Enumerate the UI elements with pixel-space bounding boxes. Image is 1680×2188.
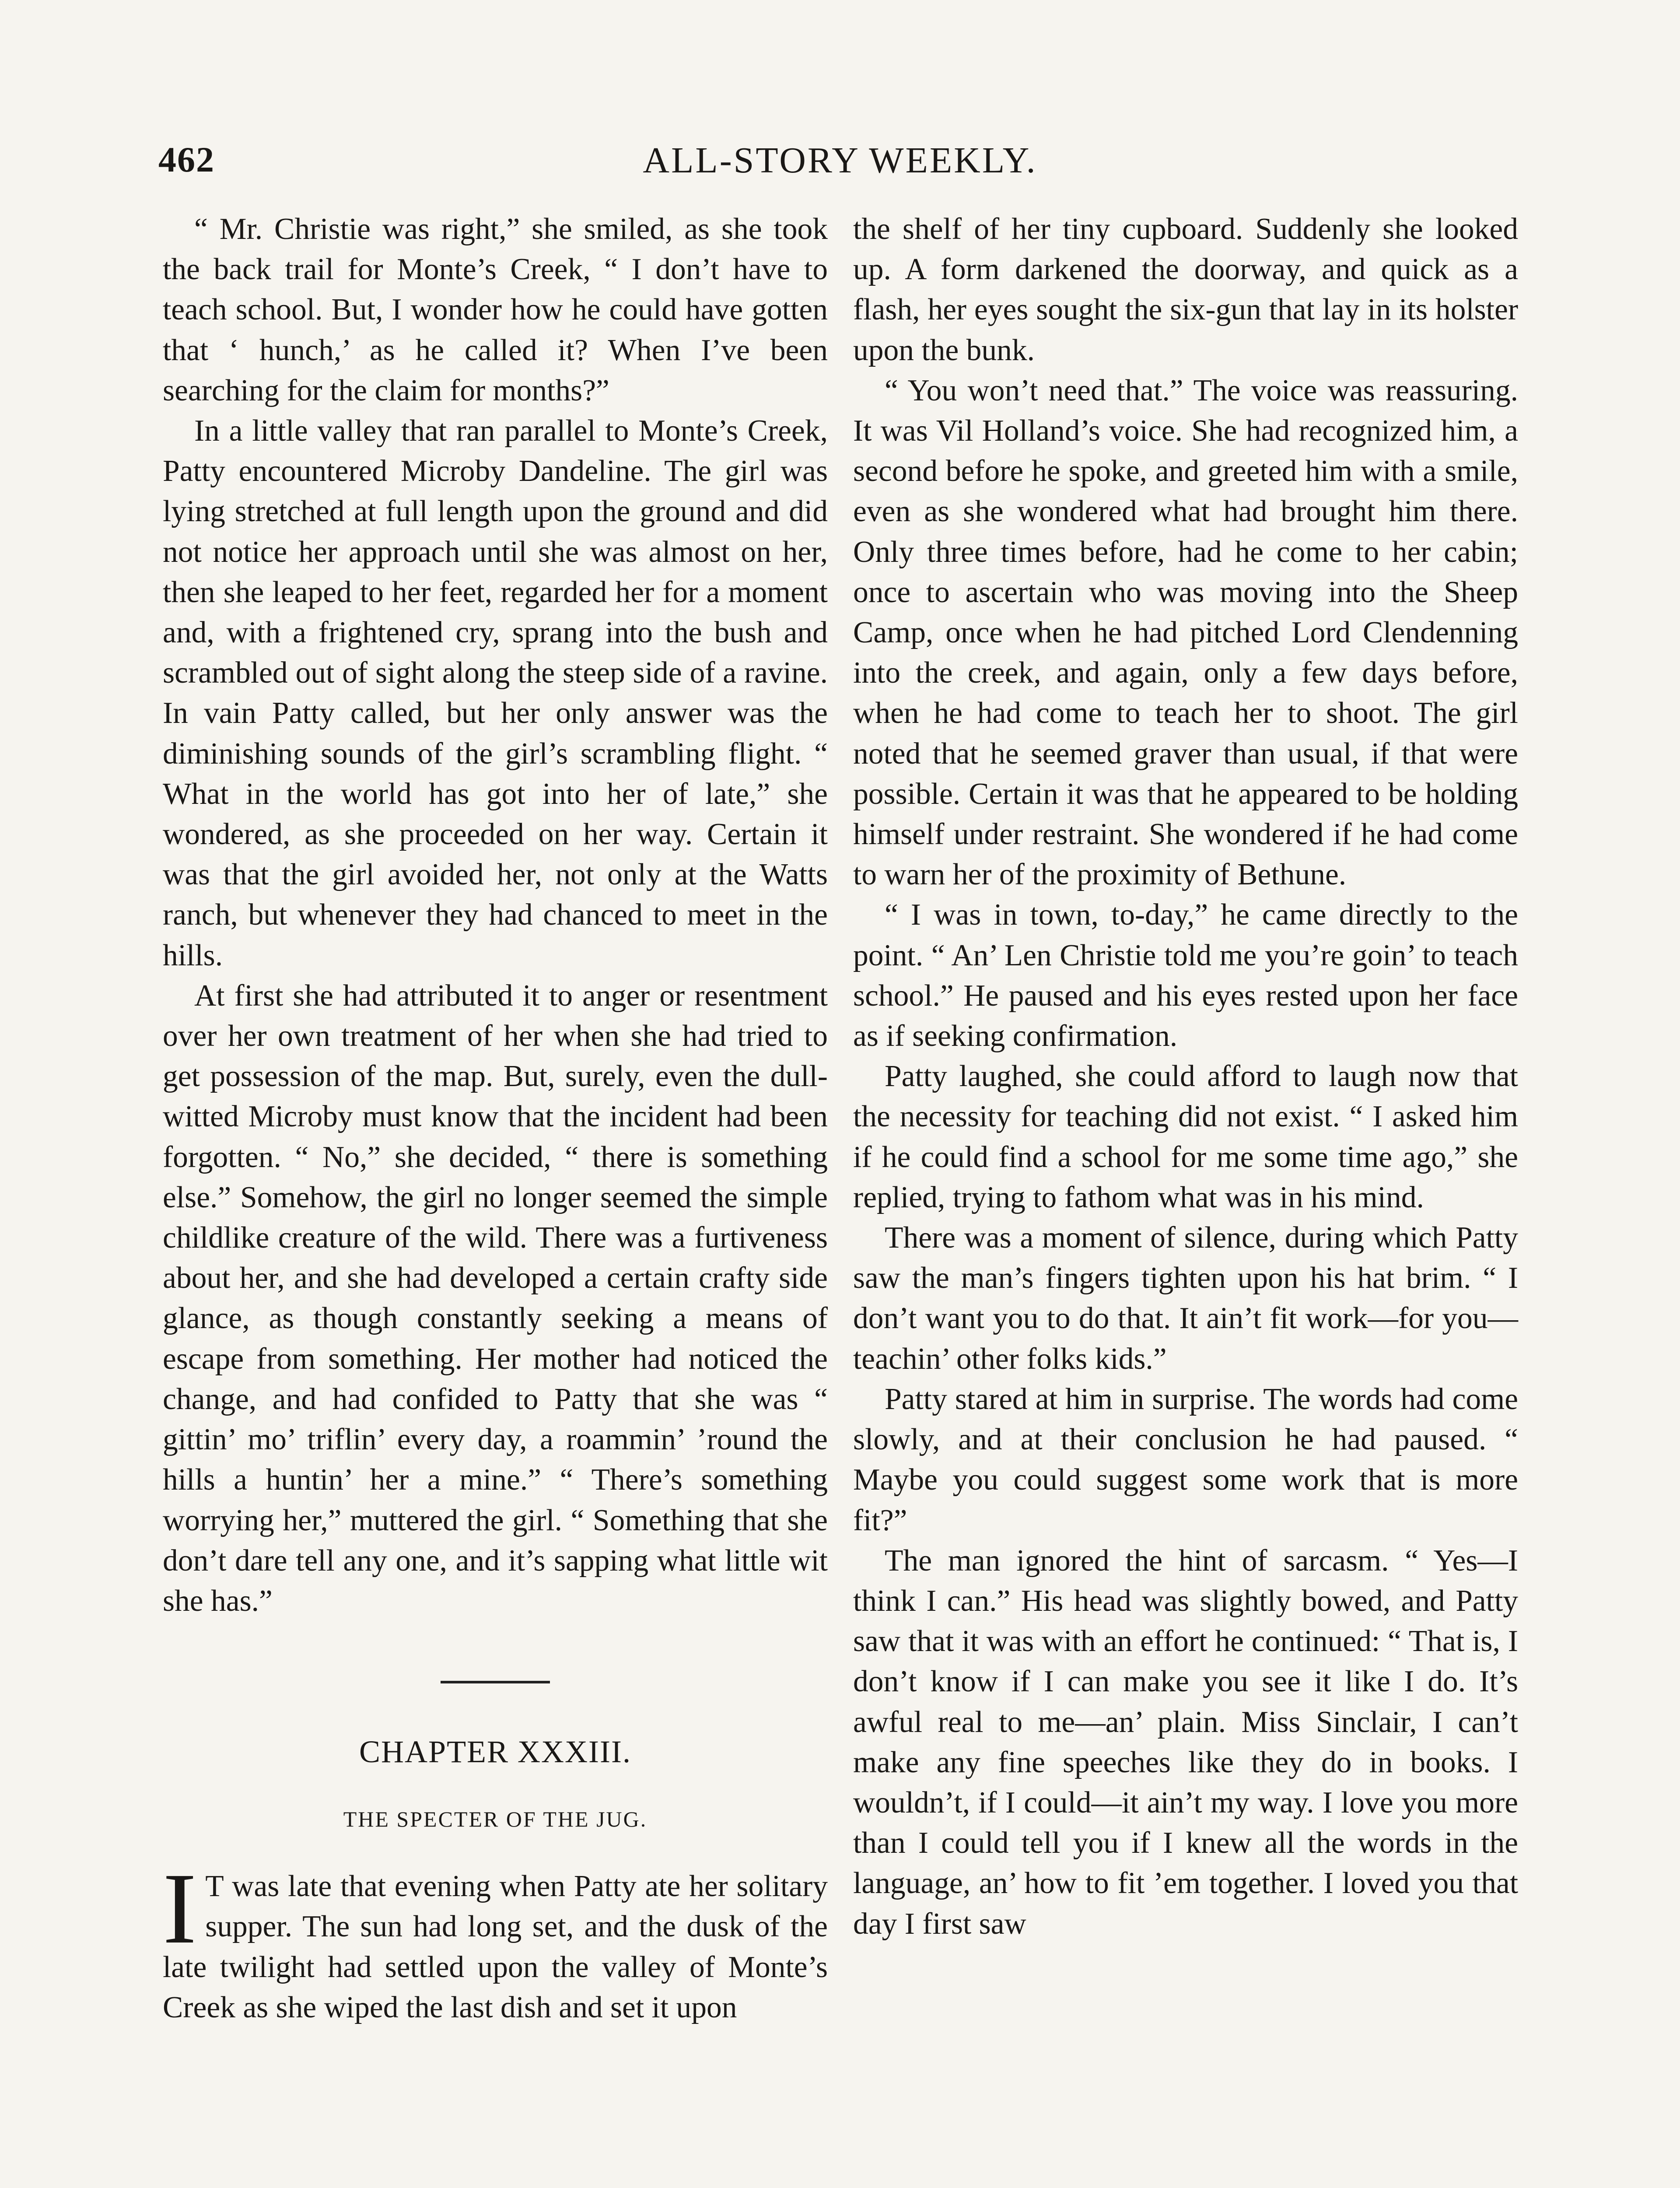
paragraph: In a little valley that ran parallel to Monte’s Creek, Patty encountered Microby Dandeline. The girl was lying stretched at full length upon the ground and did not notice her approach until she was almost on her, then she leaped to her feet, regarded her for a moment and, with a frightened cry, sprang into the bush and scrambled out of sight along the steep side of a ravine. In vain Patty called, but her only answer was the diminishing sounds of the girl’s scrambling flight. “ What in the world has got into her of late,” she wondered, as she proceeded on her way. Certain it was that the girl avoided her, not only at the Watts ranch, but whenever they had chanced to meet in the hills.: [163, 414, 828, 972]
left-column: [163, 209, 828, 2028]
paragraph: Patty laughed, she could afford to laugh now that the necessity for teaching did not exist. “ I asked him if he could find a school for me some time ago,” she replied, trying to fathom what was in his mind.: [853, 1059, 1518, 1214]
opening-text: T was late that evening when Patty ate her solitary supper. The sun had long set, and the dusk of the late twilight had settled upon the valley of Monte’s Creek as she wiped the last dish and set it upon: [163, 1869, 828, 2024]
running-title: ALL-STORY WEEKLY.: [643, 140, 1037, 181]
chapter-divider: [441, 1681, 550, 1683]
chapter-opening-paragraph: [163, 1852, 828, 2028]
paragraph: the shelf of her tiny cupboard. Suddenly she looked up. A form darkened the doorway, and quick as a flash, her eyes sought the six-gun that lay in its holster upon the bunk.: [853, 212, 1518, 367]
drop-cap: I: [163, 1852, 197, 1965]
right-column: [853, 209, 1518, 1944]
paragraph: “ You won’t need that.” The voice was reassuring. It was Vil Holland’s voice. She had recognized him, a second before he spoke, and greeted him with a smile, even as she wondered what had brought him there. Only three times before, had he come to her cabin; once to ascertain who was moving into the Sheep Camp, once when he had pitched Lord Clendenning into the creek, and again, only a few days before, when he had come to teach her to shoot. The girl noted that he seemed graver than usual, if that were possible. Certain it was that he appeared to be holding himself under restraint. She wondered if he had come to warn her of the proximity of Bethune.: [853, 373, 1518, 892]
paragraph: The man ignored the hint of sarcasm. “ Yes—I think I can.” His head was slightly bowed, and Patty saw that it was with an effort he continued: “ That is, I don’t know if I can make you see it like I do. It’s awful real to me—an’ plain. Miss Sinclair, I can’t make any fine speeches like they do in books. I wouldn’t, if I could—it ain’t my way. I love you more than I could tell you if I knew all the words in the language, an’ how to fit ’em together. I loved you that day I first saw: [853, 1543, 1518, 1941]
page-number: 462: [158, 140, 215, 179]
paragraph: “ I was in town, to-day,” he came directly to the point. “ An’ Len Christie told me you’re goin’ to teach school.” He paused and his eyes rested upon her face as if seeking confirmation.: [853, 898, 1518, 1053]
paragraph: There was a moment of silence, during which Patty saw the man’s fingers tighten upon his hat brim. “ I don’t want you to do that. It ain’t fit work—for you—teachin’ other folks kids.”: [853, 1221, 1518, 1376]
paragraph: Patty stared at him in surprise. The words had come slowly, and at their conclusion he had paused. “ Maybe you could suggest some work that is more fit?”: [853, 1382, 1518, 1537]
chapter-subtitle: THE SPECTER OF THE JUG.: [343, 1807, 648, 1832]
paragraph: “ Mr. Christie was right,” she smiled, as she took the back trail for Monte’s Creek, “ I don’t have to teach school. But, I wonder how he could have gotten that ‘ hunch,’ as he called it? When I’ve been searching for the claim for months?”: [163, 212, 828, 407]
paragraph: At first she had attributed it to anger or resentment over her own treatment of her when she had tried to get possession of the map. But, surely, even the dull-witted Microby must know that the incident had been forgotten. “ No,” she decided, “ there is something else.” Somehow, the girl no longer seemed the simple childlike creature of the wild. There was a furtiveness about her, and she had developed a certain crafty side glance, as though constantly seeking a means of escape from something. Her mother had noticed the change, and had confided to Patty that she was “ gittin’ mo’ triflin’ every day, a roammin’ ’round the hills a huntin’ her a mine.” “ There’s something worrying her,” muttered the girl. “ Something that she don’t dare tell any one, and it’s sapping what little wit she has.”: [163, 978, 828, 1618]
chapter-title: CHAPTER XXXIII.: [359, 1734, 631, 1770]
